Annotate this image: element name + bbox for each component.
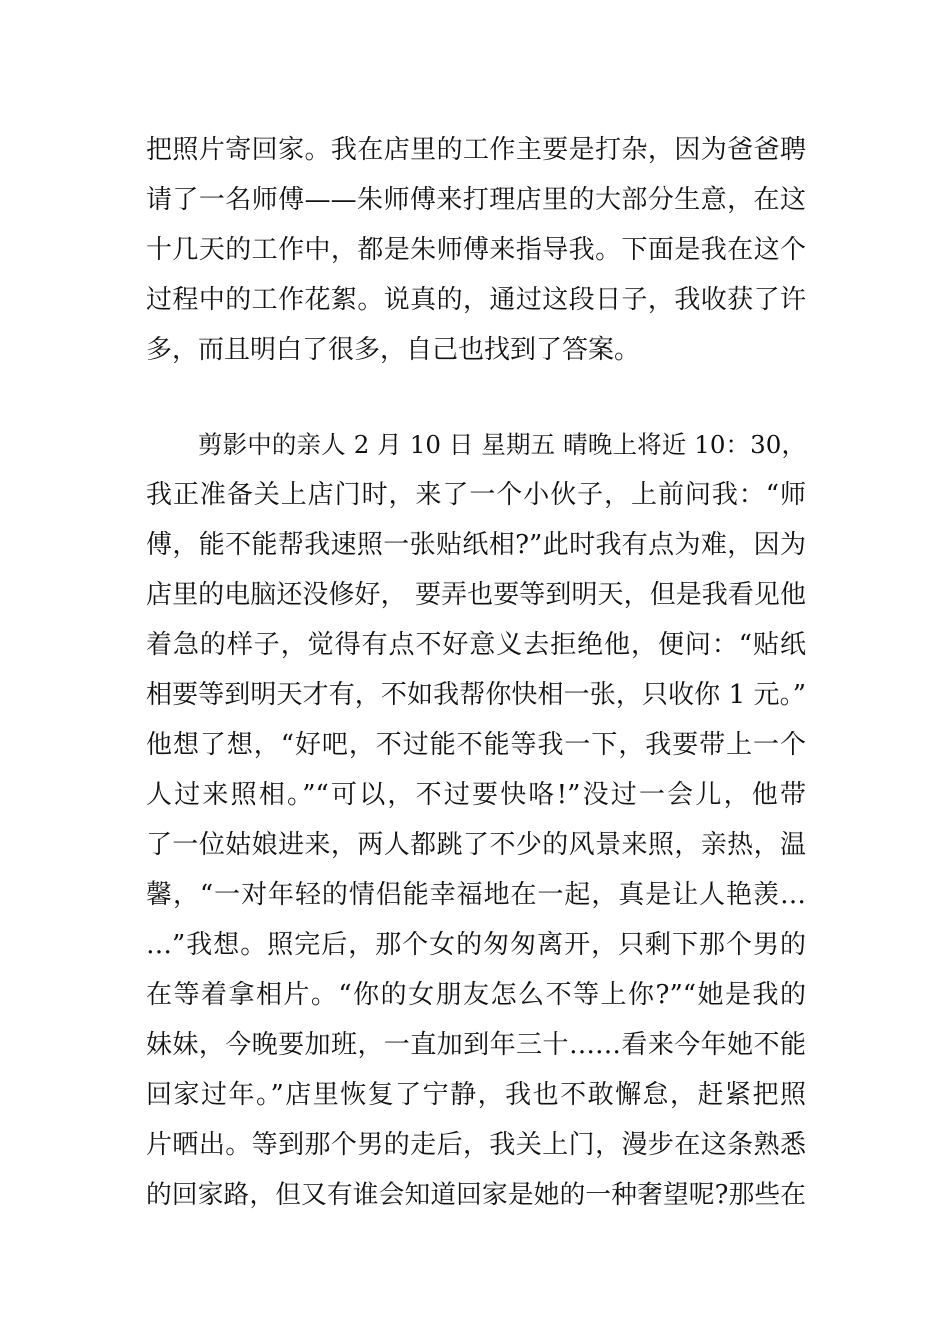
paragraph-line: 把照片寄回家。我在店里的工作主要是打杂，因为爸爸聘: [146, 135, 806, 165]
paragraph-line: …”我想。照完后，那个女的匆匆离开，只剩下那个男的: [146, 930, 806, 960]
paragraph-line: 多，而且明白了很多，自己也找到了答案。: [146, 335, 641, 365]
paragraph-line: 过程中的工作花絮。说真的，通过这段日子，我收获了许: [146, 285, 806, 315]
paragraph-line: 馨，“一对年轻的情侣能幸福地在一起，真是让人艳羡…: [146, 880, 806, 910]
paragraph-line: 十几天的工作中，都是朱师傅来指导我。下面是我在这个: [146, 235, 806, 265]
paragraph-line: 了一位姑娘进来，两人都跳了不少的风景来照，亲热，温: [146, 830, 806, 860]
paragraph-line: 片晒出。等到那个男的走后，我关上门，漫步在这条熟悉: [146, 1130, 806, 1160]
paragraph-line: 妹妹，今晚要加班，一直加到年三十……看来今年她不能: [146, 1030, 806, 1060]
paragraph-line: 回家过年。”店里恢复了宁静，我也不敢懈怠，赶紧把照: [146, 1080, 806, 1110]
paragraph-silhouette-story: [146, 420, 806, 1220]
paragraph-line: 店里的电脑还没修好， 要弄也要等到明天，但是我看见他: [146, 580, 806, 610]
paragraph-line: 傅，能不能帮我速照一张贴纸相?”此时我有点为难，因为: [146, 530, 806, 560]
paragraph-line: 相要等到明天才有，不如我帮你快相一张，只收你 1 元。”: [146, 680, 806, 710]
paragraph-line: 人过来照相。”“可以，不过要快咯!”没过一会儿，他带: [146, 780, 806, 810]
paragraph-line: 他想了想，“好吧，不过能不能等我一下，我要带上一个: [146, 730, 806, 760]
paragraph-work-intro: [146, 125, 806, 375]
paragraph-line: 我正准备关上店门时，来了一个小伙子，上前问我：“师: [146, 480, 806, 510]
paragraph-line: 在等着拿相片。“你的女朋友怎么不等上你?”“她是我的: [146, 980, 806, 1010]
paragraph-line: 请了一名师傅——朱师傅来打理店里的大部分生意，在这: [146, 185, 806, 215]
paragraph-line: 剪影中的亲人 2 月 10 日 星期五 晴晚上将近 10：30，: [198, 430, 806, 459]
paragraph-line: 着急的样子，觉得有点不好意义去拒绝他，便问：“贴纸: [146, 630, 806, 660]
paragraph-line: 的回家路，但又有谁会知道回家是她的一种奢望呢?那些在: [146, 1180, 806, 1210]
